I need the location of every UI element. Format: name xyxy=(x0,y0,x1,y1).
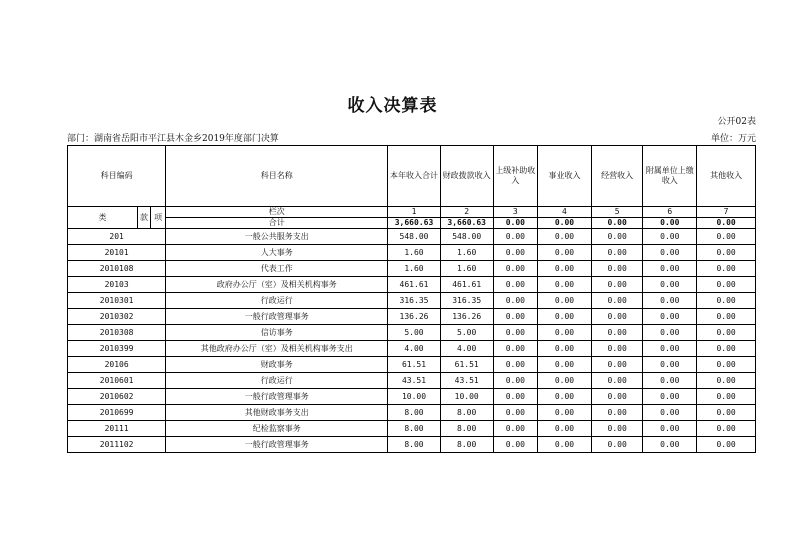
value-cell: 4.00 xyxy=(388,341,441,357)
table-row xyxy=(68,437,756,453)
value-cell: 0.00 xyxy=(643,389,697,405)
value-cell: 10.00 xyxy=(440,389,493,405)
table-row xyxy=(68,389,756,405)
value-cell: 0.00 xyxy=(643,245,697,261)
value-cell: 0.00 xyxy=(643,325,697,341)
value-cell: 136.26 xyxy=(440,309,493,325)
header-name: 科目名称 xyxy=(166,146,388,207)
table-row xyxy=(68,421,756,437)
subject-name: 其他财政事务支出 xyxy=(166,405,388,421)
col-number: 2 xyxy=(440,207,493,218)
value-cell: 0.00 xyxy=(697,261,756,277)
subject-name: 一般公共服务支出 xyxy=(166,229,388,245)
header-lanci: 栏次 xyxy=(166,207,388,218)
subject-code: 20106 xyxy=(68,357,166,373)
value-cell: 0.00 xyxy=(697,277,756,293)
value-cell: 0.00 xyxy=(493,437,538,453)
value-cell: 61.51 xyxy=(388,357,441,373)
value-cell: 0.00 xyxy=(643,309,697,325)
value-cell: 0.00 xyxy=(697,245,756,261)
header-total: 本年收入合计 xyxy=(388,146,441,207)
table-row xyxy=(68,245,756,261)
table-row xyxy=(68,277,756,293)
subject-code: 20103 xyxy=(68,277,166,293)
value-cell: 0.00 xyxy=(591,293,643,309)
value-cell: 0.00 xyxy=(591,437,643,453)
value-cell: 10.00 xyxy=(388,389,441,405)
total-cell: 0.00 xyxy=(643,218,697,229)
department-label: 部门：湖南省岳阳市平江县木金乡2019年度部门决算 xyxy=(67,134,279,144)
subject-code: 2010399 xyxy=(68,341,166,357)
value-cell: 0.00 xyxy=(538,373,592,389)
subject-code: 2010302 xyxy=(68,309,166,325)
value-cell: 0.00 xyxy=(697,229,756,245)
subject-name: 行政运行 xyxy=(166,373,388,389)
income-table xyxy=(67,145,756,453)
col-number: 1 xyxy=(388,207,441,218)
total-cell: 0.00 xyxy=(493,218,538,229)
total-cell: 0.00 xyxy=(538,218,592,229)
value-cell: 0.00 xyxy=(591,277,643,293)
total-cell: 3,660.63 xyxy=(388,218,441,229)
value-cell: 5.00 xyxy=(440,325,493,341)
col-number: 3 xyxy=(493,207,538,218)
value-cell: 0.00 xyxy=(591,357,643,373)
value-cell: 0.00 xyxy=(493,309,538,325)
header-code: 科目编码 xyxy=(68,146,166,207)
subject-name: 信访事务 xyxy=(166,325,388,341)
column-number-row xyxy=(68,207,756,218)
value-cell: 0.00 xyxy=(538,437,592,453)
value-cell: 4.00 xyxy=(440,341,493,357)
value-cell: 0.00 xyxy=(697,309,756,325)
value-cell: 8.00 xyxy=(440,421,493,437)
subject-name: 纪检监察事务 xyxy=(166,421,388,437)
value-cell: 43.51 xyxy=(440,373,493,389)
value-cell: 0.00 xyxy=(538,229,592,245)
value-cell: 0.00 xyxy=(697,421,756,437)
value-cell: 0.00 xyxy=(493,389,538,405)
header-affiliated: 附属单位上缴收入 xyxy=(643,146,697,207)
subject-code: 2010699 xyxy=(68,405,166,421)
col-number: 6 xyxy=(643,207,697,218)
value-cell: 0.00 xyxy=(538,341,592,357)
value-cell: 1.60 xyxy=(388,245,441,261)
value-cell: 0.00 xyxy=(538,261,592,277)
header-xiang: 项 xyxy=(151,207,166,229)
value-cell: 548.00 xyxy=(388,229,441,245)
col-number: 7 xyxy=(697,207,756,218)
value-cell: 0.00 xyxy=(697,405,756,421)
page-title: 收入决算表 xyxy=(347,96,438,116)
value-cell: 0.00 xyxy=(538,389,592,405)
header-kuan: 款 xyxy=(137,207,150,229)
table-row xyxy=(68,293,756,309)
value-cell: 461.61 xyxy=(388,277,441,293)
table-row xyxy=(68,229,756,245)
subject-name: 财政事务 xyxy=(166,357,388,373)
value-cell: 0.00 xyxy=(493,261,538,277)
table-row xyxy=(68,357,756,373)
value-cell: 0.00 xyxy=(697,373,756,389)
header-superior: 上级补助收入 xyxy=(493,146,538,207)
value-cell: 43.51 xyxy=(388,373,441,389)
total-label: 合计 xyxy=(166,218,388,229)
subject-code: 2010602 xyxy=(68,389,166,405)
value-cell: 8.00 xyxy=(388,437,441,453)
value-cell: 0.00 xyxy=(643,293,697,309)
value-cell: 0.00 xyxy=(591,245,643,261)
value-cell: 0.00 xyxy=(493,229,538,245)
value-cell: 0.00 xyxy=(591,341,643,357)
subject-name: 代表工作 xyxy=(166,261,388,277)
value-cell: 0.00 xyxy=(493,245,538,261)
value-cell: 136.26 xyxy=(388,309,441,325)
value-cell: 0.00 xyxy=(493,421,538,437)
subject-code: 2010308 xyxy=(68,325,166,341)
value-cell: 0.00 xyxy=(538,277,592,293)
value-cell: 548.00 xyxy=(440,229,493,245)
header-lei: 类 xyxy=(68,207,138,229)
table-row xyxy=(68,373,756,389)
total-cell: 0.00 xyxy=(697,218,756,229)
subject-code: 2010601 xyxy=(68,373,166,389)
subject-name: 政府办公厅（室）及相关机构事务 xyxy=(166,277,388,293)
header-business: 事业收入 xyxy=(538,146,592,207)
col-number: 5 xyxy=(591,207,643,218)
value-cell: 61.51 xyxy=(440,357,493,373)
value-cell: 0.00 xyxy=(493,357,538,373)
value-cell: 0.00 xyxy=(697,341,756,357)
value-cell: 461.61 xyxy=(440,277,493,293)
unit-label: 单位：万元 xyxy=(710,134,756,144)
form-number: 公开02表 xyxy=(717,117,756,127)
value-cell: 0.00 xyxy=(643,421,697,437)
total-cell: 3,660.63 xyxy=(440,218,493,229)
total-cell: 0.00 xyxy=(591,218,643,229)
subject-code: 2011102 xyxy=(68,437,166,453)
value-cell: 0.00 xyxy=(697,437,756,453)
subject-name: 一般行政管理事务 xyxy=(166,309,388,325)
subject-name: 其他政府办公厅（室）及相关机构事务支出 xyxy=(166,341,388,357)
value-cell: 0.00 xyxy=(493,293,538,309)
subject-code: 2010108 xyxy=(68,261,166,277)
subject-code: 2010301 xyxy=(68,293,166,309)
value-cell: 1.60 xyxy=(388,261,441,277)
value-cell: 0.00 xyxy=(591,325,643,341)
subject-name: 人大事务 xyxy=(166,245,388,261)
table-row xyxy=(68,309,756,325)
col-number: 4 xyxy=(538,207,592,218)
value-cell: 1.60 xyxy=(440,245,493,261)
value-cell: 8.00 xyxy=(440,437,493,453)
value-cell: 0.00 xyxy=(538,293,592,309)
value-cell: 0.00 xyxy=(493,341,538,357)
value-cell: 1.60 xyxy=(440,261,493,277)
table-row xyxy=(68,325,756,341)
header-fiscal: 财政拨款收入 xyxy=(440,146,493,207)
value-cell: 0.00 xyxy=(697,325,756,341)
subject-code: 20111 xyxy=(68,421,166,437)
subject-code: 20101 xyxy=(68,245,166,261)
value-cell: 8.00 xyxy=(388,405,441,421)
value-cell: 0.00 xyxy=(493,277,538,293)
value-cell: 0.00 xyxy=(643,277,697,293)
value-cell: 0.00 xyxy=(643,373,697,389)
value-cell: 8.00 xyxy=(440,405,493,421)
value-cell: 0.00 xyxy=(591,389,643,405)
value-cell: 0.00 xyxy=(493,405,538,421)
value-cell: 8.00 xyxy=(388,421,441,437)
value-cell: 0.00 xyxy=(538,357,592,373)
total-row xyxy=(68,218,756,229)
header-row xyxy=(68,146,756,207)
subject-code: 201 xyxy=(68,229,166,245)
value-cell: 0.00 xyxy=(538,325,592,341)
value-cell: 0.00 xyxy=(538,245,592,261)
value-cell: 0.00 xyxy=(643,357,697,373)
value-cell: 0.00 xyxy=(591,229,643,245)
value-cell: 0.00 xyxy=(643,437,697,453)
subject-name: 一般行政管理事务 xyxy=(166,389,388,405)
value-cell: 0.00 xyxy=(643,261,697,277)
subject-name: 一般行政管理事务 xyxy=(166,437,388,453)
value-cell: 316.35 xyxy=(388,293,441,309)
value-cell: 0.00 xyxy=(697,357,756,373)
header-other: 其他收入 xyxy=(697,146,756,207)
value-cell: 0.00 xyxy=(697,389,756,405)
subject-name: 行政运行 xyxy=(166,293,388,309)
value-cell: 0.00 xyxy=(538,405,592,421)
value-cell: 5.00 xyxy=(388,325,441,341)
value-cell: 0.00 xyxy=(591,261,643,277)
header-operating: 经营收入 xyxy=(591,146,643,207)
value-cell: 0.00 xyxy=(643,229,697,245)
value-cell: 0.00 xyxy=(697,293,756,309)
value-cell: 0.00 xyxy=(538,421,592,437)
value-cell: 0.00 xyxy=(643,405,697,421)
value-cell: 0.00 xyxy=(493,373,538,389)
value-cell: 0.00 xyxy=(538,309,592,325)
table-row xyxy=(68,261,756,277)
value-cell: 0.00 xyxy=(591,405,643,421)
value-cell: 0.00 xyxy=(591,421,643,437)
table-row xyxy=(68,405,756,421)
value-cell: 0.00 xyxy=(591,309,643,325)
value-cell: 0.00 xyxy=(643,341,697,357)
table-row xyxy=(68,341,756,357)
value-cell: 0.00 xyxy=(493,325,538,341)
value-cell: 0.00 xyxy=(591,373,643,389)
value-cell: 316.35 xyxy=(440,293,493,309)
